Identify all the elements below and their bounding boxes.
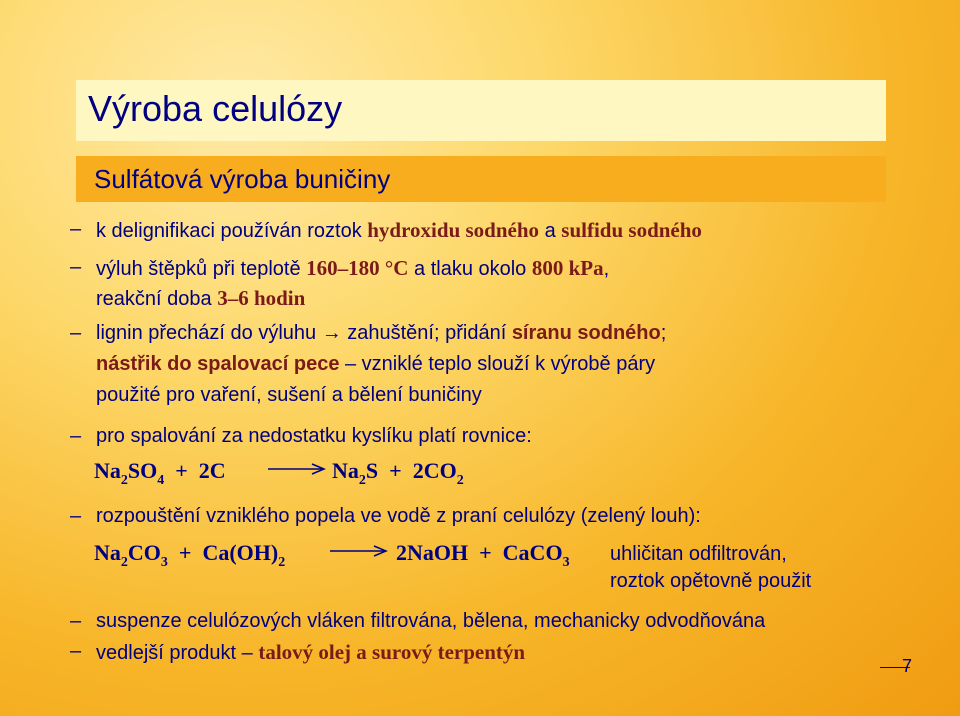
bullet-2-line-2-text: reakční doba — [96, 288, 218, 310]
eq2-co: CO — [127, 540, 161, 565]
note-line-2: roztok opětovně použit — [610, 570, 812, 592]
equation-1-products — [332, 458, 464, 489]
bullet-3 — [70, 322, 667, 345]
bullet-2-mid: a tlaku okolo — [408, 258, 532, 280]
eq1-so: SO — [127, 458, 158, 483]
eq2-caco: CaCO — [502, 540, 563, 565]
bullet-1-bold-1: hydroxidu sodného — [367, 218, 540, 242]
reaction-arrow-icon — [268, 462, 326, 476]
bullet-2-bold-2: 800 kPa — [531, 256, 604, 280]
eq1-prod-co-sub: 2 — [456, 473, 464, 488]
bullet-3-post: ; — [660, 322, 667, 344]
eq1-na-sub: 2 — [120, 473, 128, 488]
eq1-prod-na: Na — [332, 458, 359, 483]
page-number: 7 — [902, 656, 913, 676]
bullet-7-bold: talový olej a surový terpentýn — [258, 640, 526, 664]
bullet-7 — [70, 640, 526, 665]
eq2-caco-sub: 3 — [562, 555, 570, 570]
bullet-4 — [70, 425, 532, 448]
bullet-3-line-2 — [96, 353, 655, 376]
bullet-2 — [70, 256, 610, 281]
eq2-na: Na — [94, 540, 121, 565]
eq1-plus-2: + — [389, 458, 402, 483]
bullet-dash: – — [70, 256, 82, 278]
reaction-arrow-icon — [330, 544, 388, 558]
eq2-co-sub: 3 — [160, 555, 168, 570]
bullet-2-line-2-bold: 3–6 hodin — [217, 286, 306, 310]
bullet-3-line-2-bold: nástřik do spalovací pece — [96, 353, 340, 375]
bullet-3-mid: zahuštění; přidání — [341, 322, 512, 344]
eq1-plus: + — [175, 458, 188, 483]
eq1-prod-na-sub: 2 — [358, 473, 366, 488]
bullet-1-text: k delignifikaci používán roztok — [96, 220, 368, 242]
eq2-caoh: Ca(OH) — [202, 540, 279, 565]
eq2-plus-2: + — [479, 540, 492, 565]
eq1-prod-s: S — [365, 458, 379, 483]
bullet-dash: – — [70, 505, 82, 527]
eq2-plus: + — [178, 540, 192, 565]
eq1-so-sub: 4 — [157, 473, 165, 488]
note-line-1: uhličitan odfiltrován, — [610, 543, 787, 565]
bullet-dash: – — [70, 218, 82, 240]
slide-title: Výroba celulózy — [88, 88, 343, 129]
bullet-7-text: vedlejší produkt – — [96, 642, 259, 664]
bullet-6 — [70, 610, 766, 633]
bullet-1 — [70, 218, 702, 243]
arrow-right-icon: → — [321, 322, 342, 344]
eq1-prod-co: 2CO — [412, 458, 457, 483]
bullet-1-bold-2: sulfidu sodného — [561, 218, 702, 242]
bullet-dash: – — [70, 322, 82, 344]
bullet-2-text: výluh štěpků při teplotě — [96, 258, 307, 280]
eq1-c: 2C — [198, 458, 226, 483]
equation-2-reactants — [94, 540, 285, 571]
eq2-naoh: 2NaOH — [396, 540, 469, 565]
bullet-6-text: suspenze celulózových vláken filtrována, bělena, mechanicky odvodňována — [96, 610, 766, 632]
equation-2-products — [396, 540, 570, 571]
bullet-2-line-2 — [96, 286, 305, 311]
bullet-2-post: , — [603, 258, 610, 280]
eq1-na: Na — [94, 458, 121, 483]
bullet-5 — [70, 505, 701, 528]
bullet-dash: – — [70, 425, 82, 447]
equation-1-reactants — [94, 458, 226, 489]
slide-subtitle: Sulfátová výroba buničiny — [94, 164, 391, 194]
bullet-2-bold-1: 160–180 °C — [306, 256, 409, 280]
eq2-caoh-sub: 2 — [278, 555, 286, 570]
bullet-3-bold: síranu sodného — [511, 322, 661, 344]
bullet-dash: – — [70, 640, 82, 662]
bullet-3-text: lignin přechází do výluhu — [96, 322, 322, 344]
bullet-5-text: rozpouštění vzniklého popela ve vodě z praní celulózy (zelený louh): — [96, 505, 701, 527]
bullet-3-line-2-text: – vzniklé teplo slouží k výrobě páry — [339, 353, 656, 375]
bullet-4-text: pro spalování za nedostatku kyslíku platí rovnice: — [96, 425, 532, 447]
bullet-dash: – — [70, 610, 82, 632]
bullet-1-mid: a — [539, 220, 562, 242]
bullet-3-line-3: použité pro vaření, sušení a bělení buničiny — [96, 384, 482, 406]
eq2-na-sub: 2 — [120, 555, 128, 570]
